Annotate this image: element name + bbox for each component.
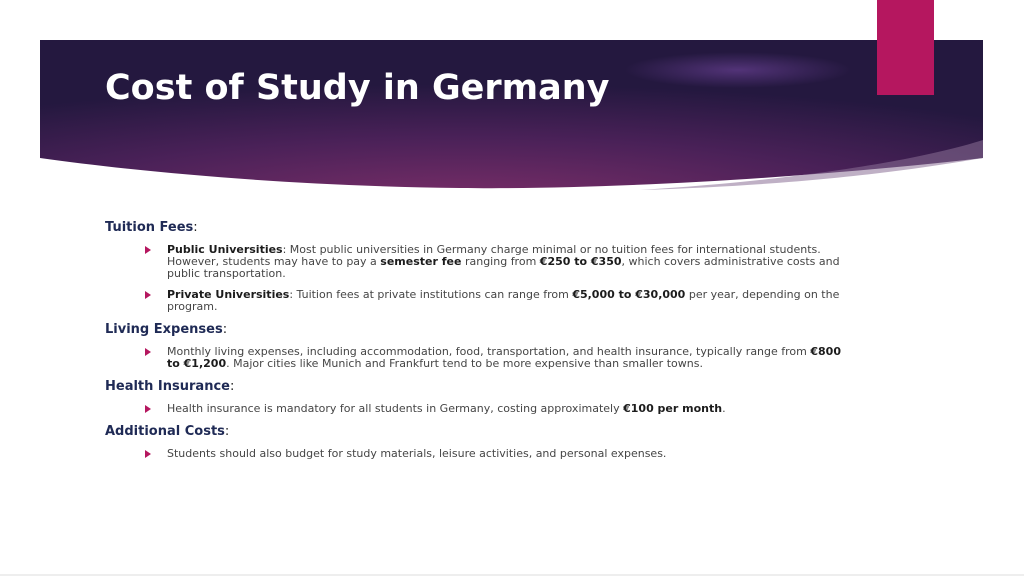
bullet-private-universities: Private Universities: Tuition fees at private institutions can range from €5,000 to €30,000 per year, depending on the program. [145, 289, 845, 313]
section-heading: Health Insurance: [105, 379, 235, 394]
bullet-arrow-icon [145, 291, 151, 299]
bullet-list [105, 403, 845, 415]
section-heading: Tuition Fees: [105, 220, 198, 235]
section-additional-costs [105, 424, 845, 460]
bullet-arrow-icon [145, 405, 151, 413]
section-heading: Additional Costs: [105, 424, 230, 439]
accent-tab [877, 0, 934, 95]
bullet-list [105, 346, 845, 370]
bullet-arrow-icon [145, 450, 151, 458]
bullet-monthly-living: Monthly living expenses, including accommodation, food, transportation, and health insurance, typically range from €800 to €1,200. Major cities like Munich and Frankfurt tend to be more expensive than smaller towns. [145, 346, 845, 370]
section-health-insurance [105, 379, 845, 415]
header-band [40, 40, 983, 190]
bullet-public-universities: Public Universities: Most public universities in Germany charge minimal or no tuition fees for international students. However, students may have to pay a semester fee ranging from €250 to €350, which covers administrative costs and public transportation. [145, 244, 845, 280]
bullet-arrow-icon [145, 246, 151, 254]
section-tuition-fees [105, 220, 845, 313]
bullet-arrow-icon [145, 348, 151, 356]
content-body [105, 220, 845, 469]
slide-title: Cost of Study in Germany [105, 68, 610, 108]
bullet-list [105, 244, 845, 313]
bullet-additional-costs: Students should also budget for study materials, leisure activities, and personal expenses. [145, 448, 845, 460]
bullet-health-insurance: Health insurance is mandatory for all students in Germany, costing approximately €100 per month. [145, 403, 845, 415]
section-heading: Living Expenses: [105, 322, 228, 337]
section-living-expenses [105, 322, 845, 370]
bullet-list [105, 448, 845, 460]
